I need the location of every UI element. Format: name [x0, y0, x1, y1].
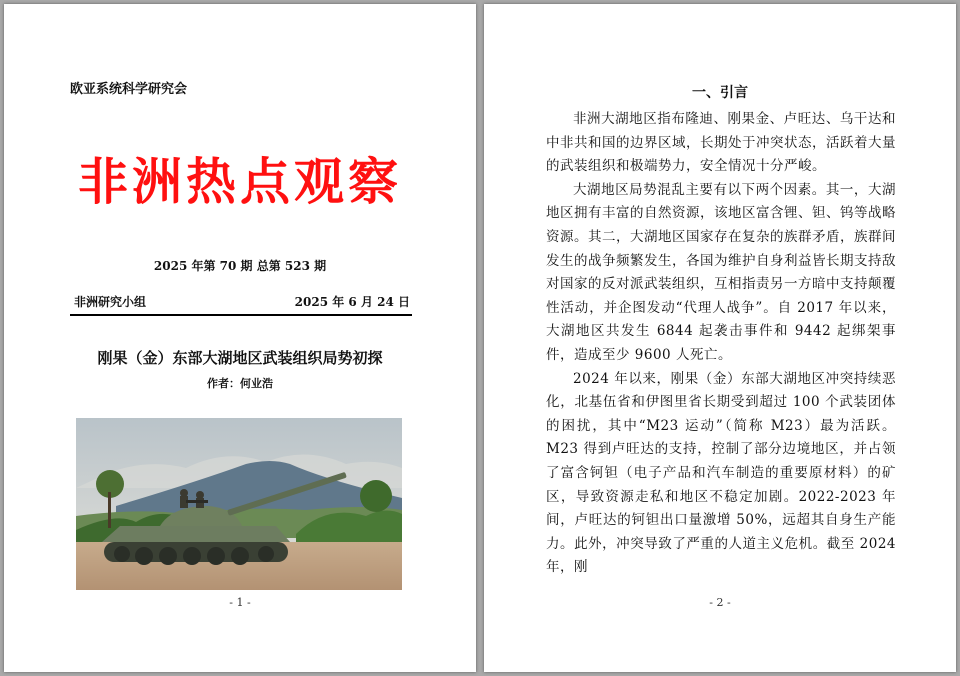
organization-name: 欧亚系统科学研究会 [70, 82, 188, 97]
page-1 [4, 4, 476, 672]
author: 作者：何业浩 [207, 377, 273, 390]
body-text [546, 108, 896, 580]
page-number: - 2 - [709, 596, 731, 609]
tank-photo [76, 418, 402, 590]
paragraph-1: 非洲大湖地区指布隆迪、刚果金、卢旺达、乌干达和中非共和国的边界区域，长期处于冲突状态，活跃着大量的武装组织和极端势力，安全情况十分严峻。 [546, 111, 896, 175]
research-group: 非洲研究小组 [74, 295, 147, 309]
paragraph-2: 大湖地区局势混乱主要有以下两个因素。其一，大湖地区拥有丰富的自然资源，该地区富含锂、钽、钨等战略资源。其二，大湖地区国家存在复杂的族群矛盾，族群间发生的战争频繁发生，各国为维护自身利益皆长期支持敌对国家的反对派武装组织，互相指责另一方暗中支持颠覆性活动，并企图发动“代理人战争”。自 2017 年以来，大湖地区共发生 6844 起袭击事件和 9442 起绑架事件，造成至少 9600 人死亡。 [546, 181, 896, 363]
section-title: 一、引言 [692, 85, 748, 101]
page-2 [484, 4, 956, 672]
publish-date: 2025 年 6 月 24 日 [294, 295, 410, 309]
masthead-title: 非洲热点观察 [78, 152, 402, 211]
article-title: 刚果（金）东部大湖地区武装组织局势初探 [97, 349, 383, 367]
issue-number: 2025 年第 70 期 总第 523 期 [153, 259, 327, 273]
header-rule [70, 314, 412, 316]
page-number: - 1 - [229, 596, 251, 609]
paragraph-3: 2024 年以来，刚果（金）东部大湖地区冲突持续恶化，北基伍省和伊图里省长期受到超过 100 个武装团体的困扰，其中“M23 运动”（简称 M23）最为活跃。M23 得到卢旺达的支持，控制了部分边境地区，并占领了富含钶钽（电子产品和汽车制造的重要原材料）的矿区，导致资源走私和地区不稳定加剧。2022-2023 年间，卢旺达的钶钽出口量激增 50%，远超其自身生产能力。此外，冲突导致了严重的人道主义危机。截至 2024 年，刚 [546, 370, 896, 576]
